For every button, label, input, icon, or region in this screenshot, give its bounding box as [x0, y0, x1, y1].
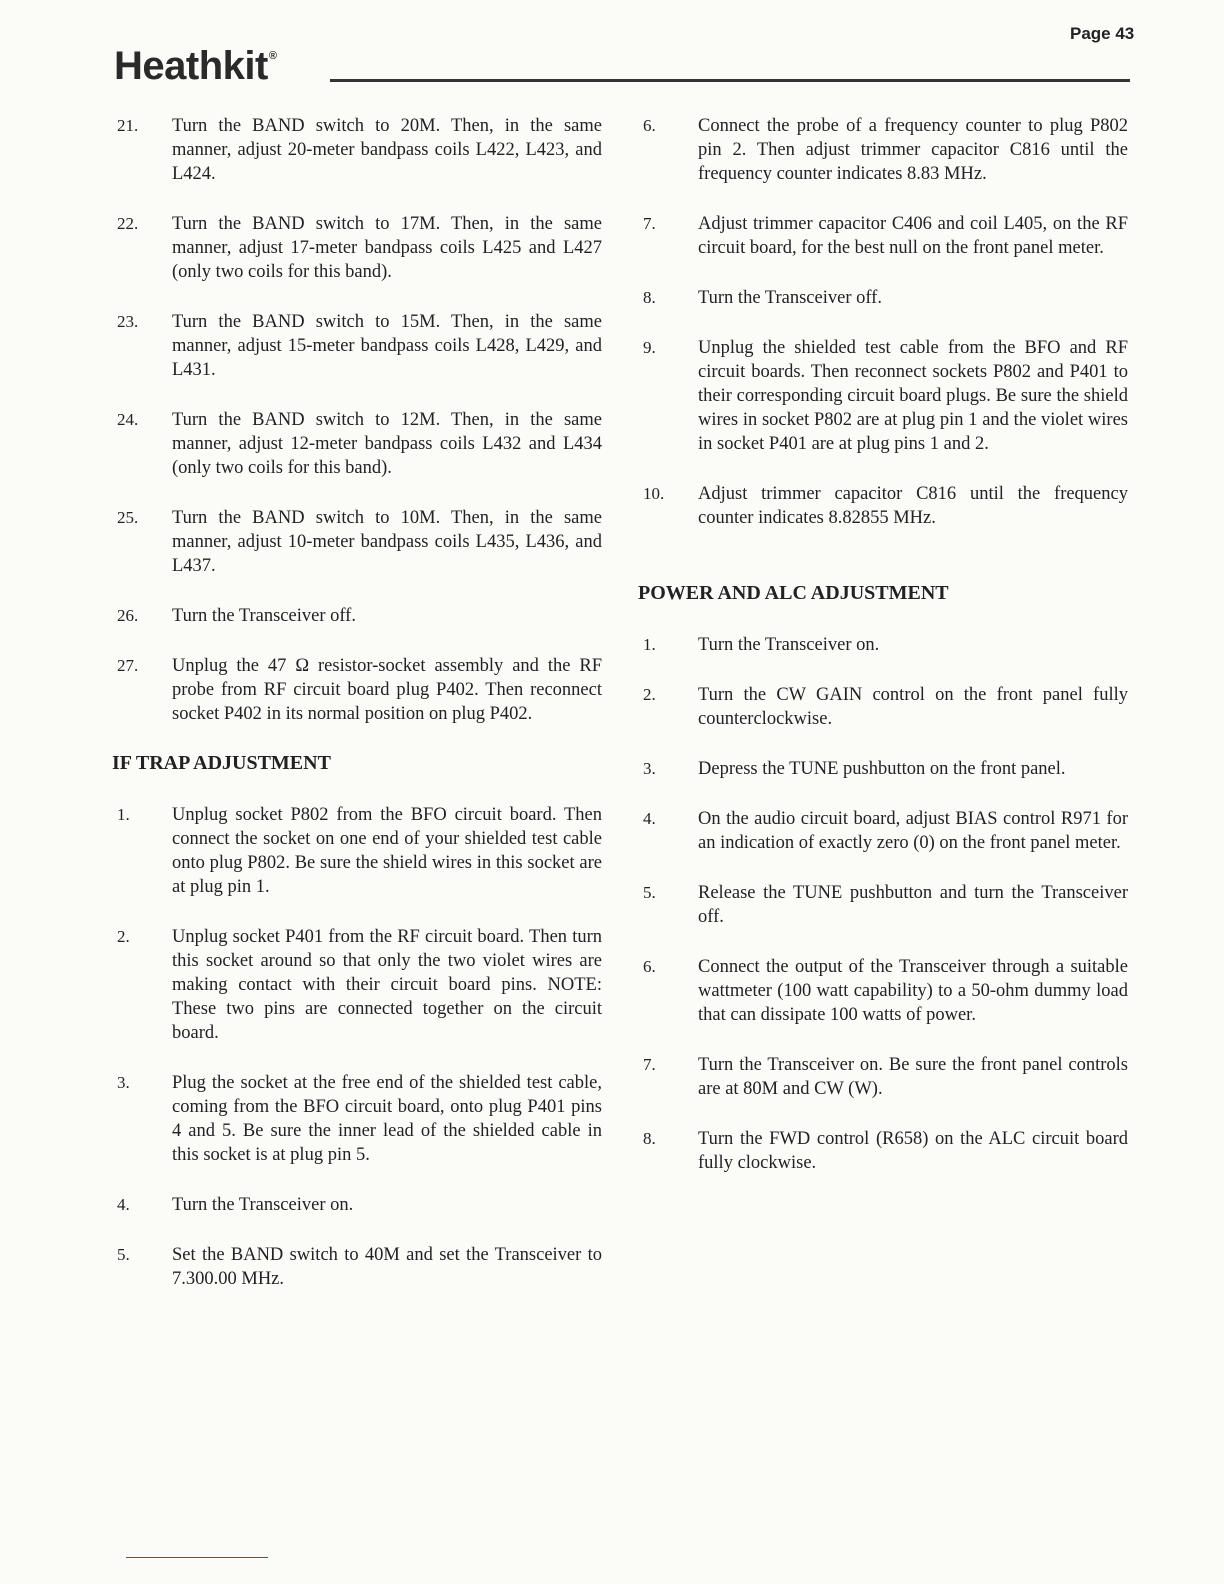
step-text: Depress the TUNE pushbutton on the front panel.	[698, 759, 1066, 779]
header-rule	[330, 79, 1130, 82]
step-item	[112, 1071, 602, 1167]
step-item	[112, 604, 602, 628]
step-number: 1.	[643, 635, 656, 654]
step-text: Turn the Transceiver on.	[172, 1195, 354, 1215]
step-number: 1.	[117, 805, 130, 824]
step-list-if-trap-continued	[638, 114, 1128, 530]
step-text: Turn the BAND switch to 10M. Then, in the same manner, adjust 10-meter bandpass coils L435, L436, and L437.	[172, 508, 602, 576]
step-text: Adjust trimmer capacitor C816 until the frequency counter indicates 8.82855 MHz.	[698, 484, 1128, 528]
footer-rule	[126, 1557, 268, 1558]
step-text: Set the BAND switch to 40M and set the Transceiver to 7.300.00 MHz.	[172, 1245, 602, 1289]
step-number: 9.	[643, 338, 656, 357]
step-item	[112, 212, 602, 284]
step-text: Turn the FWD control (R658) on the ALC circuit board fully clockwise.	[698, 1129, 1128, 1173]
step-number: 8.	[643, 288, 656, 307]
step-item	[638, 286, 1128, 310]
step-list-power-alc	[638, 633, 1128, 1175]
step-number: 5.	[117, 1245, 130, 1264]
step-number: 4.	[117, 1195, 130, 1214]
heathkit-logo	[114, 44, 276, 89]
step-number: 10.	[643, 484, 665, 503]
step-item	[638, 114, 1128, 186]
step-number: 24.	[117, 410, 139, 429]
step-item	[112, 408, 602, 480]
step-text: Release the TUNE pushbutton and turn the Transceiver off.	[698, 883, 1128, 927]
step-number: 8.	[643, 1129, 656, 1148]
right-column	[638, 114, 1128, 1201]
step-number: 6.	[643, 957, 656, 976]
step-text: Turn the Transceiver on. Be sure the front panel controls are at 80M and CW (W).	[698, 1055, 1128, 1099]
step-item	[638, 212, 1128, 260]
page-number: Page 43	[1070, 24, 1135, 43]
step-item	[112, 1243, 602, 1291]
step-text: Plug the socket at the free end of the shielded test cable, coming from the BFO circuit board, onto plug P401 pins 4 and 5. Be sure the inner lead of the shielded cable in this socket is at plug pin 5.	[172, 1073, 602, 1165]
step-number: 25.	[117, 508, 139, 527]
brand-name: Heathkit	[114, 44, 268, 88]
step-text: Turn the CW GAIN control on the front panel fully counterclockwise.	[698, 685, 1128, 729]
step-text: Unplug socket P401 from the RF circuit board. Then turn this socket around so that only the two violet wires are making contact with their circuit board pins. NOTE: These two pins are connected together on the circuit board.	[172, 927, 602, 1043]
step-number: 2.	[643, 685, 656, 704]
step-item	[638, 336, 1128, 456]
step-number: 3.	[117, 1073, 130, 1092]
step-number: 26.	[117, 606, 139, 625]
step-text: Turn the Transceiver off.	[698, 288, 882, 308]
step-item	[112, 803, 602, 899]
step-item	[638, 955, 1128, 1027]
step-text: Adjust trimmer capacitor C406 and coil L405, on the RF circuit board, for the best null on the front panel meter.	[698, 214, 1128, 258]
step-text: Turn the Transceiver on.	[698, 635, 880, 655]
step-item	[112, 654, 602, 726]
step-text: Turn the BAND switch to 12M. Then, in the same manner, adjust 12-meter bandpass coils L432 and L434 (only two coils for this band).	[172, 410, 602, 478]
registered-mark: ®	[268, 50, 277, 62]
step-item	[112, 1193, 602, 1217]
step-text: Unplug the 47 Ω resistor-socket assembly and the RF probe from RF circuit board plug P402. Then reconnect socket P402 in its normal position on plug P402.	[172, 656, 602, 724]
step-text: Turn the BAND switch to 17M. Then, in the same manner, adjust 17-meter bandpass coils L425 and L427 (only two coils for this band).	[172, 214, 602, 282]
step-number: 7.	[643, 1055, 656, 1074]
step-text: Unplug socket P802 from the BFO circuit board. Then connect the socket on one end of your shielded test cable onto plug P802. Be sure the shield wires in this socket are at plug pin 1.	[172, 805, 602, 897]
step-number: 2.	[117, 927, 130, 946]
step-text: On the audio circuit board, adjust BIAS control R971 for an indication of exactly zero (0) on the front panel meter.	[698, 809, 1128, 853]
step-number: 22.	[117, 214, 139, 233]
step-item	[638, 881, 1128, 929]
step-number: 6.	[643, 116, 656, 135]
step-list-if-trap	[112, 803, 602, 1291]
step-number: 21.	[117, 116, 139, 135]
left-column	[112, 114, 602, 1317]
step-item	[638, 1053, 1128, 1101]
step-number: 3.	[643, 759, 656, 778]
step-item	[638, 1127, 1128, 1175]
step-text: Connect the probe of a frequency counter to plug P802 pin 2. Then adjust trimmer capacitor C816 until the frequency counter indicates 8.83 MHz.	[698, 116, 1128, 184]
step-number: 7.	[643, 214, 656, 233]
step-text: Unplug the shielded test cable from the BFO and RF circuit boards. Then reconnect sockets P802 and P401 to their corresponding circuit board plugs. Be sure the shield wires in socket P802 are at plug pin 1 and the violet wires in socket P401 are at plug pins 1 and 2.	[698, 338, 1128, 454]
step-text: Connect the output of the Transceiver through a suitable wattmeter (100 watt capability) to a 50-ohm dummy load that can dissipate 100 watts of power.	[698, 957, 1128, 1025]
step-item	[112, 114, 602, 186]
section-heading-if-trap: IF TRAP ADJUSTMENT	[112, 752, 331, 774]
step-item	[638, 683, 1128, 731]
step-number: 5.	[643, 883, 656, 902]
step-list-left-continued	[112, 114, 602, 726]
step-item	[638, 807, 1128, 855]
step-item	[112, 310, 602, 382]
step-item	[638, 757, 1128, 781]
section-heading-power-alc: POWER AND ALC ADJUSTMENT	[638, 582, 949, 604]
step-number: 4.	[643, 809, 656, 828]
step-item	[112, 925, 602, 1045]
step-item	[638, 633, 1128, 657]
step-text: Turn the BAND switch to 15M. Then, in the same manner, adjust 15-meter bandpass coils L428, L429, and L431.	[172, 312, 602, 380]
step-item	[112, 506, 602, 578]
step-number: 23.	[117, 312, 139, 331]
step-item	[638, 482, 1128, 530]
step-text: Turn the Transceiver off.	[172, 606, 356, 626]
step-number: 27.	[117, 656, 139, 675]
step-text: Turn the BAND switch to 20M. Then, in the same manner, adjust 20-meter bandpass coils L422, L423, and L424.	[172, 116, 602, 184]
